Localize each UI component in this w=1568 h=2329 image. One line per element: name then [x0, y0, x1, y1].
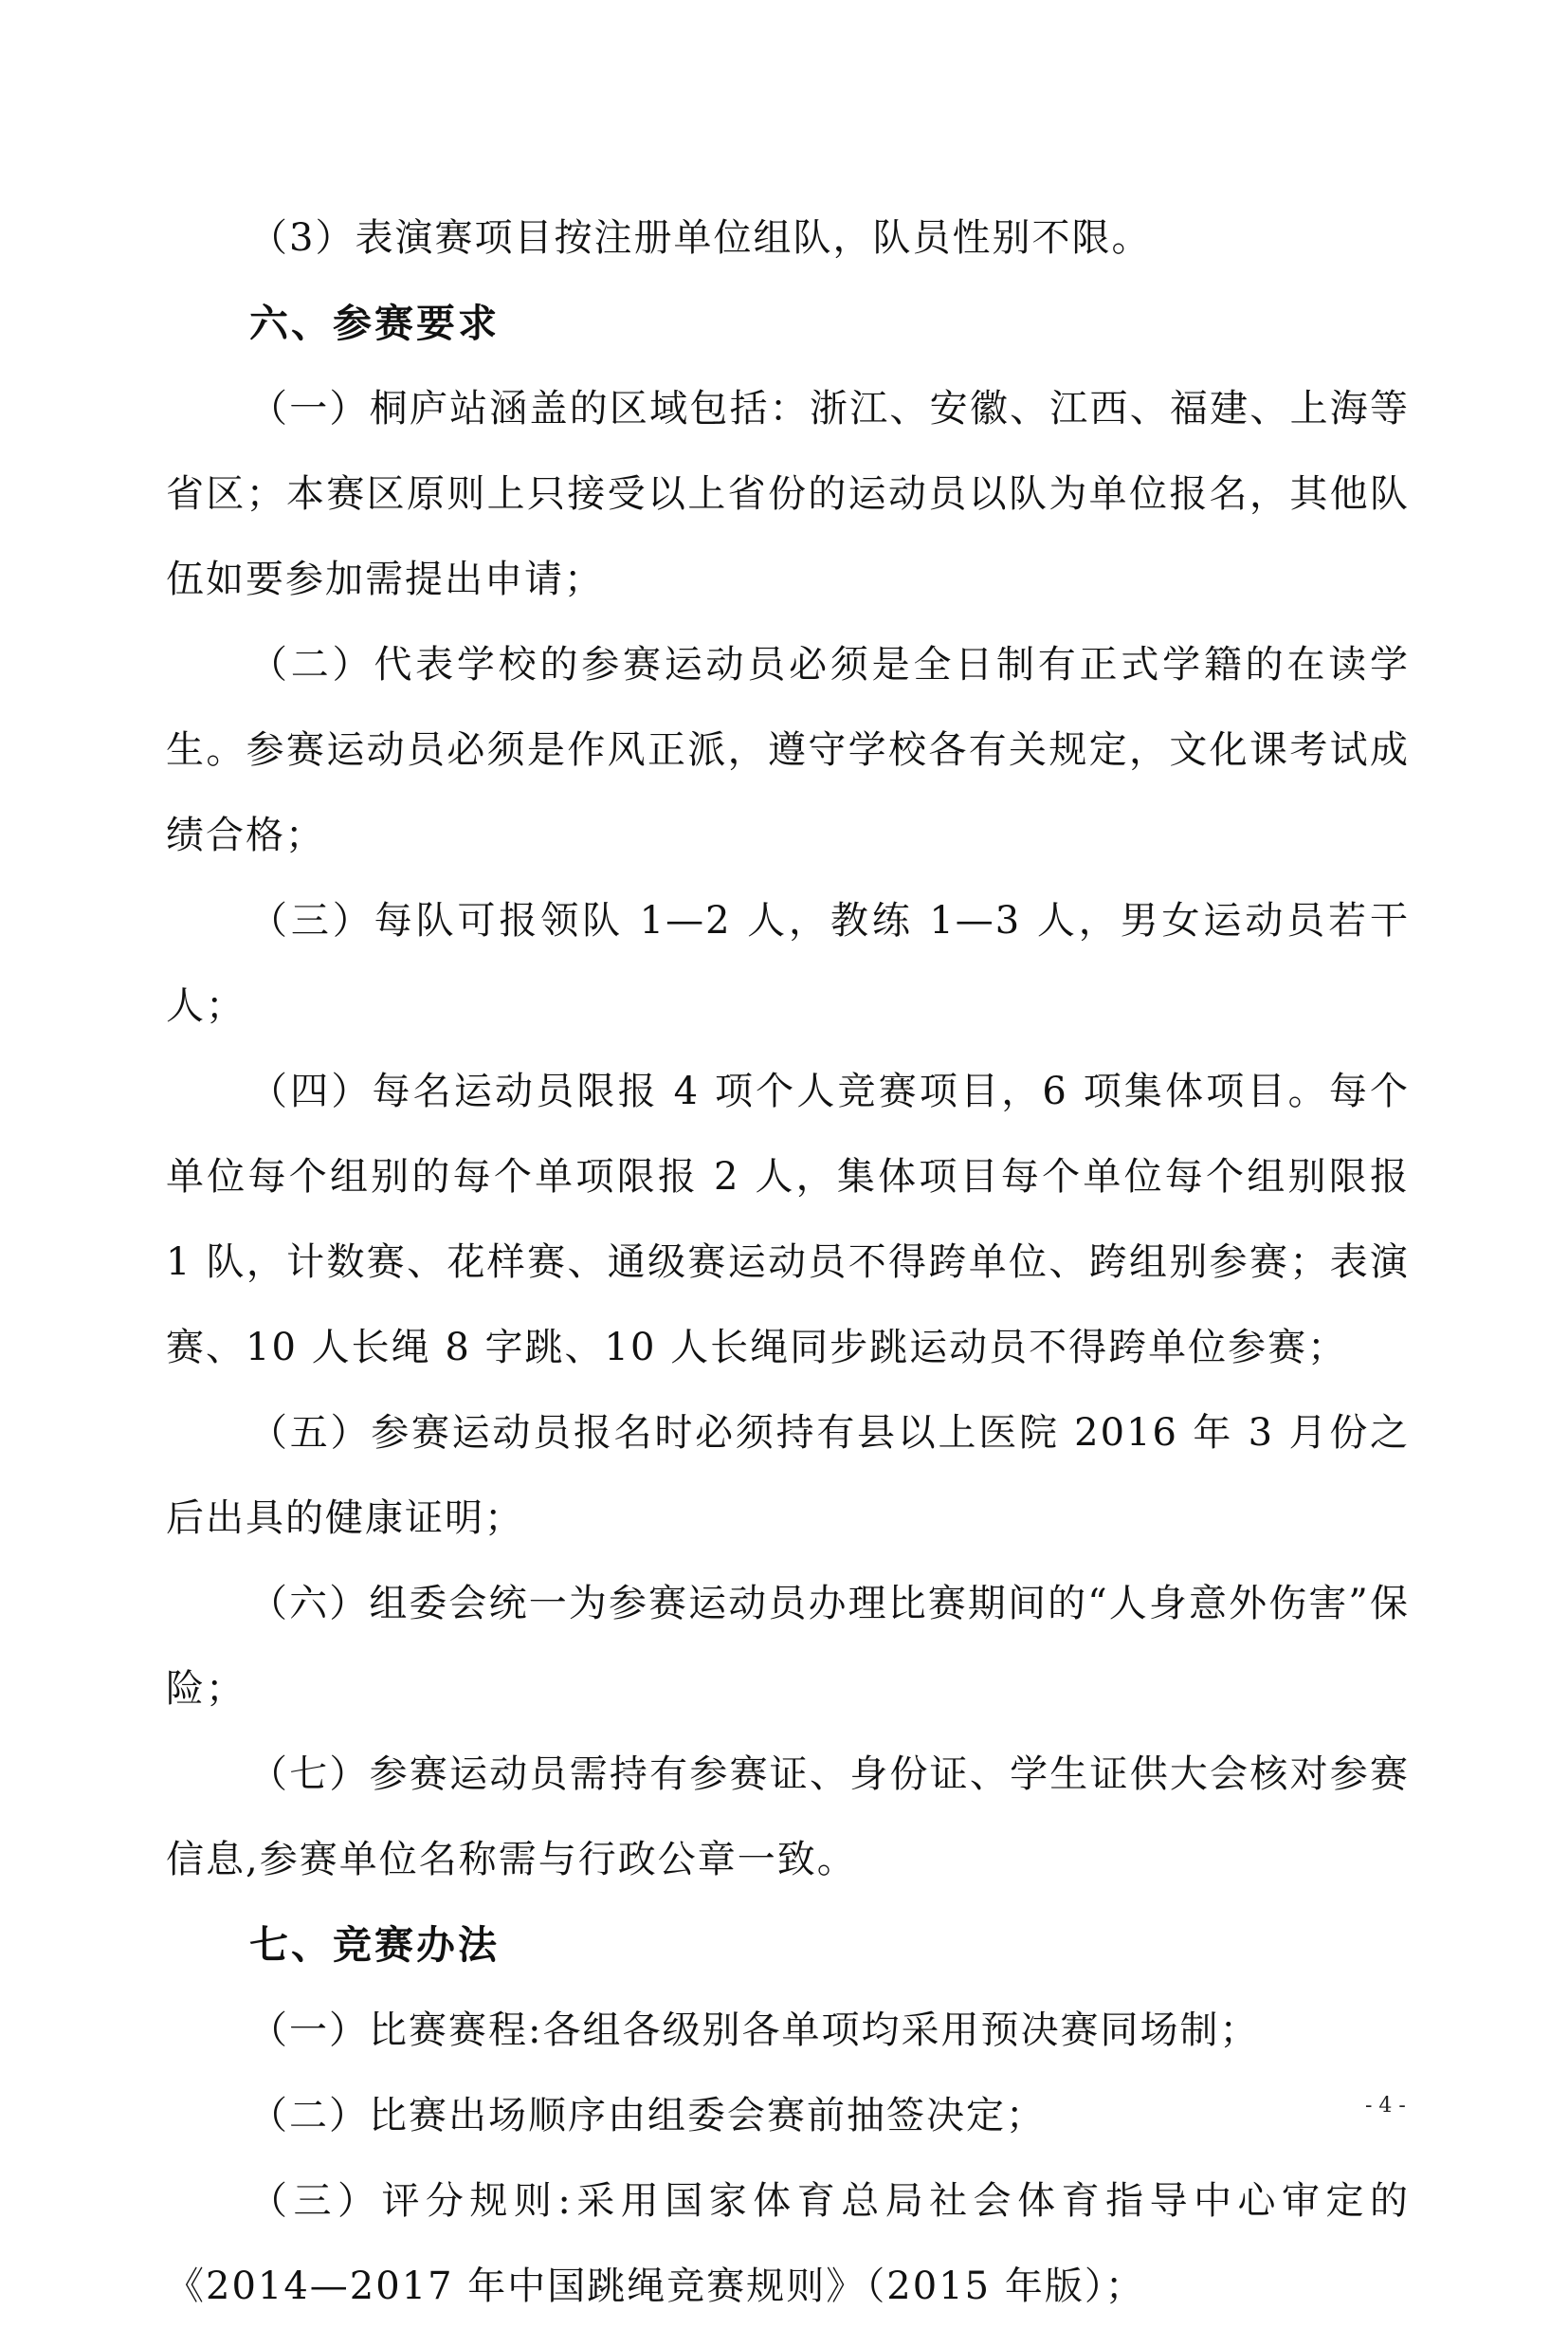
section-heading-requirements: 六、参赛要求 — [249, 301, 500, 346]
page-number: - 4 - — [1365, 2094, 1406, 2118]
paragraph-schedule: （一）比赛赛程:各组各级别各单项均采用预决赛同场制； — [249, 2008, 1260, 2052]
document-body — [166, 195, 1410, 2329]
paragraph-event-limits: （四）每名运动员限报 4 项个人竞赛项目，6 项集体项目。每个单位每个组别的每个单项限报 2 人，集体项目每个单位每个组别限报 1 队，计数赛、花样赛、通级赛运动员不得跨单位、跨组别参赛；表演赛、10 人长绳 8 字跳、10 人长绳同步跳运动员不得跨单位参赛； — [166, 1070, 1410, 1369]
paragraph-credentials: （七）参赛运动员需持有参赛证、身份证、学生证供大会核对参赛信息,参赛单位名称需与行政公章一致。 — [166, 1752, 1410, 1881]
paragraph-insurance: （六）组委会统一为参赛运动员办理比赛期间的“人身意外伤害”保险； — [166, 1582, 1410, 1711]
section-heading-competition-rules: 七、竞赛办法 — [249, 1922, 500, 1968]
paragraph-order: （二）比赛出场顺序由组委会赛前抽签决定； — [249, 2094, 1046, 2137]
paragraph-health-certificate: （五）参赛运动员报名时必须持有县以上医院 2016 年 3 月份之后出具的健康证明； — [166, 1411, 1410, 1540]
paragraph-scoring-rules: （三）评分规则:采用国家体育总局社会体育指导中心审定的《2014—2017 年中国跳绳竞赛规则》（2015 年版）； — [166, 2179, 1410, 2308]
paragraph-team-gender: （3）表演赛项目按注册单位组队，队员性别不限。 — [249, 216, 1152, 260]
paragraph-student-status: （二）代表学校的参赛运动员必须是全日制有正式学籍的在读学生。参赛运动员必须是作风正派，遵守学校各有关规定，文化课考试成绩合格； — [166, 643, 1410, 857]
paragraph-region: （一）桐庐站涵盖的区域包括：浙江、安徽、江西、福建、上海等省区；本赛区原则上只接受以上省份的运动员以队为单位报名，其他队伍如要参加需提出申请； — [166, 387, 1410, 601]
paragraph-team-staff: （三）每队可报领队 1—2 人，教练 1—3 人，男女运动员若干人； — [166, 899, 1410, 1028]
